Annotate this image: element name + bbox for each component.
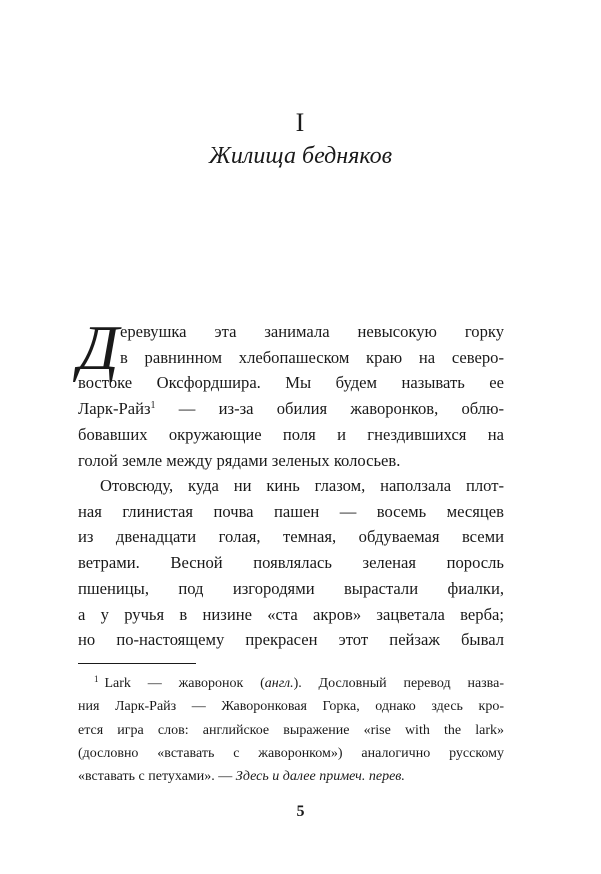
paragraph-line-rest: — из-за обилия жаворонков, облю- — [178, 399, 504, 419]
footnote-text: ). Дословный перевод назва- — [293, 676, 504, 691]
paragraph-1 — [78, 319, 504, 473]
footnote-text: Lark — жаворонок ( — [104, 676, 265, 691]
paragraph-line: востоке Оксфордшира. Мы будем называть ее — [78, 373, 504, 393]
footnote-line: ния Ларк-Райз — Жаворонковая Горка, однако здесь кро- — [78, 699, 504, 715]
footnote-number: 1 — [94, 674, 99, 684]
paragraph-2 — [78, 473, 504, 653]
paragraph-line: еревушка эта занимала невысокую горку — [120, 322, 504, 341]
paragraph-line — [78, 396, 504, 422]
paragraph-line: голой земле между рядами зеленых колосьев. — [78, 450, 401, 470]
paragraph-line: бовавших окружающие поля и гнездившихся на — [78, 424, 504, 444]
paragraph-line: ветрами. Весной появлялась зеленая поросль — [78, 553, 504, 573]
footnote-line — [78, 672, 504, 695]
footnote — [78, 672, 504, 788]
footnote-emphasis: Здесь и далее примеч. перев. — [235, 769, 405, 785]
lark-rise-name: Ларк-Райз — [78, 399, 151, 419]
paragraph-line: из двенадцати голая, темная, обдуваемая всеми — [78, 527, 504, 547]
paragraph-line: ная глинистая почва пашен — восемь месяцев — [78, 501, 504, 521]
footnote-emphasis: англ. — [264, 676, 294, 691]
footnote-divider — [78, 663, 196, 664]
paragraph-line: Отовсюду, куда ни кинь глазом, наползала плот- — [100, 476, 504, 495]
paragraph-line: но по-настоящему прекрасен этот пейзаж бывал — [78, 630, 504, 650]
footnote-text: «вставать с петухами». — — [78, 769, 236, 785]
footnote-ref[interactable]: 1 — [150, 400, 156, 412]
chapter-number: I — [295, 108, 306, 137]
paragraph-line: пшеницы, под изгородями вырастали фиалки, — [78, 578, 504, 598]
drop-cap: Д — [78, 312, 119, 383]
chapter-title: Жилища бедняков — [208, 143, 393, 169]
page-number: 5 — [296, 803, 305, 820]
footnote-line — [78, 765, 504, 788]
paragraph-line: а у ручья в низине «ста акров» зацветала верба; — [78, 604, 504, 624]
paragraph-line: в равнинном хлебопашеском краю на северо- — [120, 347, 504, 367]
footnote-line: ется игра слов: английское выражение «rise with the lark» — [78, 722, 504, 738]
footnote-line: (дословно «вставать с жаворонком») аналогично русскому — [78, 745, 504, 761]
